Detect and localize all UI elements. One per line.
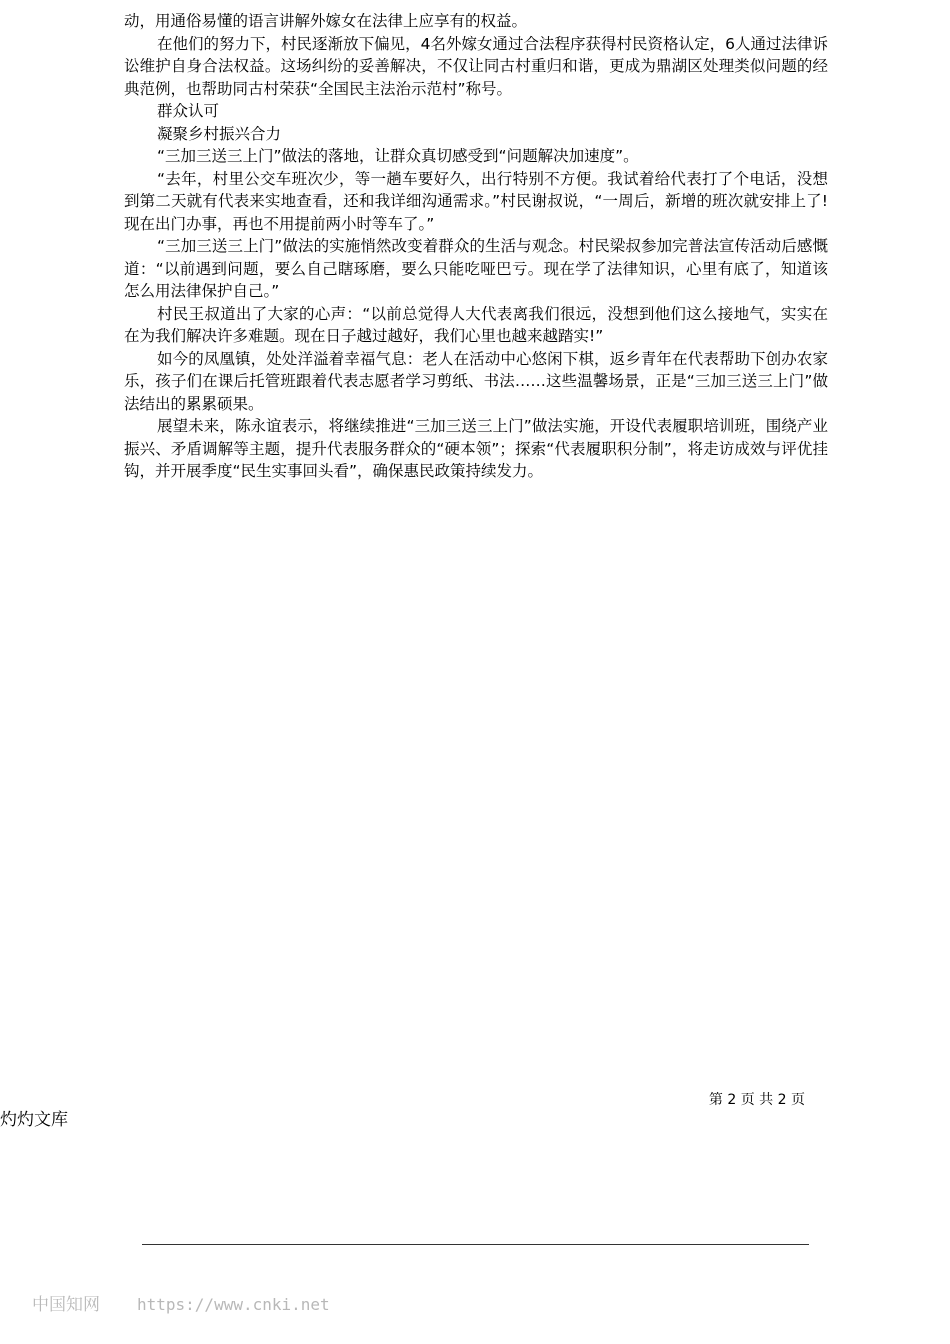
article-paragraph: 如今的凤凰镇，处处洋溢着幸福气息：老人在活动中心悠闲下棋，返乡青年在代表帮助下创办农家乐，孩子们在课后托管班跟着代表志愿者学习剪纸、书法……这些温馨场景，正是“三加三送三上门”做法结出的累累硕果。: [124, 349, 828, 413]
article-paragraph: 在他们的努力下，村民逐渐放下偏见，4名外嫁女通过合法程序获得村民资格认定，6人通过法律诉讼维护自身合法权益。这场纠纷的妥善解决，不仅让同古村重归和谐，更成为鼎湖区处理类似问题的经典范例，也帮助同古村荣获“全国民主法治示范村”称号。: [124, 34, 828, 98]
library-name: 灼灼文库: [0, 1110, 68, 1130]
article-paragraph: “三加三送三上门”做法的实施悄然改变着群众的生活与观念。村民梁叔参加完普法宣传活动后感慨道：“以前遇到问题，要么自己瞎琢磨，要么只能吃哑巴亏。现在学了法律知识，心里有底了，知道该怎么用法律保护自己。”: [124, 237, 828, 300]
article-paragraph: 动，用通俗易懂的语言讲解外嫁女在法律上应享有的权益。: [124, 12, 528, 30]
section-subheading: 凝聚乡村振兴合力: [157, 124, 282, 143]
footer-brand-watermark: 中国知网: [32, 1295, 100, 1315]
footer-url-watermark: https://www.cnki.net: [137, 1295, 330, 1314]
page-number: 第 2 页 共 2 页: [708, 1092, 805, 1108]
section-heading: 群众认可: [157, 102, 220, 120]
article-paragraph: “去年，村里公交车班次少，等一趟车要好久，出行特别不方便。我试着给代表打了个电话，没想到第二天就有代表来实地查看，还和我详细沟通需求。”村民谢叔说，“一周后，新增的班次就安排上了!现在出门办事，再也不用提前两小时等车了。”: [124, 169, 828, 233]
article-paragraph: “三加三送三上门”做法的落地，让群众真切感受到“问题解决加速度”。: [157, 147, 639, 165]
article-paragraph: 展望未来，陈永谊表示，将继续推进“三加三送三上门”做法实施，开设代表履职培训班，围绕产业振兴、矛盾调解等主题，提升代表服务群众的“硬本领”；探索“代表履职积分制”，将走访成效与评优挂钩，并开展季度“民生实事回头看”，确保惠民政策持续发力。: [124, 417, 828, 480]
article-paragraph: 村民王叔道出了大家的心声：“以前总觉得人大代表离我们很远，没想到他们这么接地气，实实在在为我们解决许多难题。现在日子越过越好，我们心里也越来越踏实!”: [124, 304, 828, 345]
footer-divider: [142, 1244, 809, 1245]
article-body: [124, 10, 828, 483]
